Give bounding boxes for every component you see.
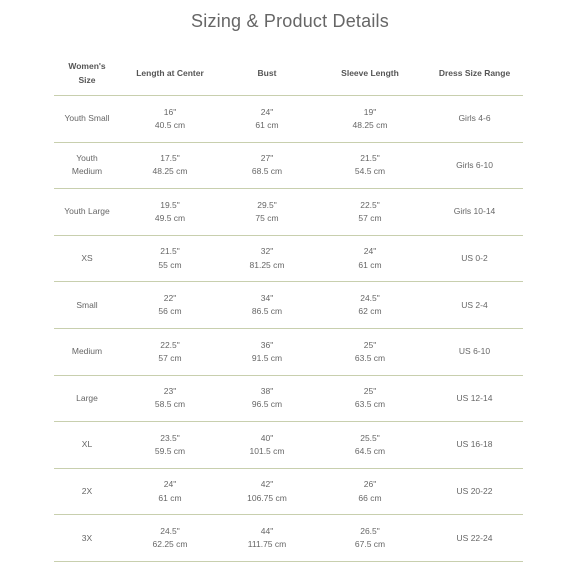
- range-cell-value: US 0-2: [461, 252, 488, 263]
- bust-cell-value: 29.5": [257, 199, 277, 210]
- length-cell-value: 22.5": [160, 339, 180, 350]
- bust-cell: [220, 376, 314, 422]
- bust-cell-value: 42": [260, 479, 274, 490]
- length-cell-value: 23.5": [160, 432, 180, 443]
- sleeve-cell-value: 57 cm: [358, 212, 382, 223]
- length-cell: [120, 236, 220, 282]
- bust-cell-value: 81.25 cm: [249, 259, 285, 270]
- bust-cell-value: 91.5 cm: [251, 352, 283, 363]
- length-cell-value: 23": [163, 386, 177, 397]
- range-cell: [426, 376, 523, 422]
- size-cell-value: Youth Medium: [71, 153, 103, 177]
- sleeve-cell-value: 66 cm: [358, 492, 382, 503]
- length-cell-value: 55 cm: [158, 259, 182, 270]
- table-row: [54, 282, 523, 328]
- length-cell-value: 59.5 cm: [154, 445, 186, 456]
- size-cell: [54, 422, 120, 468]
- table-row: [54, 422, 523, 468]
- sleeve-cell: [314, 422, 426, 468]
- table-row: [54, 96, 523, 142]
- table-row: [54, 143, 523, 189]
- sleeve-cell-value: 26.5": [360, 525, 380, 536]
- sleeve-cell-value: 19": [363, 106, 377, 117]
- bust-cell-value: 61 cm: [255, 119, 279, 130]
- sleeve-cell: [314, 376, 426, 422]
- table-row: [54, 515, 523, 561]
- size-cell-value: Medium: [71, 346, 103, 357]
- size-cell-value: 2X: [81, 485, 93, 496]
- header-sleeve-length: Sleeve Length: [341, 67, 399, 78]
- bust-cell: [220, 236, 314, 282]
- sleeve-cell: [314, 236, 426, 282]
- sleeve-cell-value: 22.5": [360, 199, 380, 210]
- size-cell: [54, 189, 120, 235]
- header-dress-size-range: Dress Size Range: [438, 67, 511, 78]
- length-cell: [120, 422, 220, 468]
- range-cell: [426, 96, 523, 142]
- size-cell: [54, 515, 120, 561]
- length-cell: [120, 469, 220, 515]
- length-cell-value: 57 cm: [158, 352, 182, 363]
- size-cell-value: Large: [76, 392, 98, 403]
- length-cell-value: 49.5 cm: [154, 212, 186, 223]
- bust-cell-value: 32": [260, 246, 274, 257]
- bust-cell-value: 24": [260, 106, 274, 117]
- table-body: [54, 96, 523, 562]
- sleeve-cell: [314, 329, 426, 375]
- size-cell: [54, 469, 120, 515]
- size-cell-value: XL: [81, 439, 93, 450]
- sleeve-cell: [314, 189, 426, 235]
- size-cell: [54, 143, 120, 189]
- bust-cell: [220, 422, 314, 468]
- range-cell-value: US 20-22: [456, 485, 493, 496]
- length-cell-value: 16": [163, 106, 177, 117]
- sleeve-cell-value: 25": [363, 339, 377, 350]
- table-row: [54, 189, 523, 235]
- range-cell-value: US 12-14: [456, 392, 493, 403]
- table-header-row: [54, 52, 523, 95]
- table-row: [54, 329, 523, 375]
- length-cell-value: 56 cm: [158, 306, 182, 317]
- range-cell: [426, 469, 523, 515]
- sleeve-cell-value: 64.5 cm: [354, 445, 386, 456]
- bust-cell-value: 86.5 cm: [251, 306, 283, 317]
- bust-cell-value: 96.5 cm: [251, 399, 283, 410]
- range-cell-value: Girls 6-10: [456, 159, 493, 170]
- range-cell: [426, 282, 523, 328]
- length-cell: [120, 143, 220, 189]
- bust-cell: [220, 282, 314, 328]
- size-cell-value: XS: [81, 252, 93, 263]
- bust-cell-value: 38": [260, 386, 274, 397]
- length-cell-value: 61 cm: [158, 492, 182, 503]
- length-cell-value: 48.25 cm: [152, 166, 188, 177]
- sleeve-cell: [314, 515, 426, 561]
- sleeve-cell-value: 63.5 cm: [354, 399, 386, 410]
- range-cell-value: Girls 4-6: [458, 113, 491, 124]
- range-cell-value: US 22-24: [456, 532, 493, 543]
- length-cell: [120, 282, 220, 328]
- sleeve-cell-value: 61 cm: [358, 259, 382, 270]
- sleeve-cell-value: 48.25 cm: [352, 119, 388, 130]
- size-cell-value: Youth Small: [64, 113, 110, 124]
- range-cell-value: US 16-18: [456, 439, 493, 450]
- range-cell-value: US 2-4: [461, 299, 488, 310]
- sleeve-cell-value: 25.5": [360, 432, 380, 443]
- bust-cell-value: 44": [260, 525, 274, 536]
- table-row: [54, 376, 523, 422]
- size-cell: [54, 236, 120, 282]
- sleeve-cell: [314, 96, 426, 142]
- sleeve-cell: [314, 282, 426, 328]
- size-chart-table: [54, 52, 523, 562]
- length-cell: [120, 189, 220, 235]
- range-cell: [426, 515, 523, 561]
- bust-cell: [220, 515, 314, 561]
- length-cell: [120, 329, 220, 375]
- range-cell: [426, 422, 523, 468]
- length-cell-value: 62.25 cm: [152, 539, 188, 550]
- size-cell-value: Youth Large: [64, 206, 110, 217]
- length-cell-value: 58.5 cm: [154, 399, 186, 410]
- range-cell-value: US 6-10: [458, 346, 491, 357]
- page-title: Sizing & Product Details: [191, 11, 389, 31]
- header-length-at-center: Length at Center: [136, 67, 204, 78]
- range-cell: [426, 236, 523, 282]
- bust-cell: [220, 469, 314, 515]
- bust-cell-value: 101.5 cm: [249, 445, 285, 456]
- length-cell: [120, 96, 220, 142]
- bust-cell-value: 27": [260, 153, 274, 164]
- length-cell: [120, 376, 220, 422]
- length-cell-value: 40.5 cm: [154, 119, 186, 130]
- bust-cell-value: 40": [260, 432, 274, 443]
- sleeve-cell-value: 24": [363, 246, 377, 257]
- bust-cell-value: 36": [260, 339, 274, 350]
- bust-cell-value: 75 cm: [255, 212, 279, 223]
- sleeve-cell-value: 63.5 cm: [354, 352, 386, 363]
- bust-cell-value: 111.75 cm: [247, 539, 287, 550]
- length-cell-value: 22": [163, 293, 177, 303]
- length-cell-value: 24": [163, 479, 177, 490]
- sleeve-cell-value: 62 cm: [358, 306, 382, 317]
- sleeve-cell-value: 67.5 cm: [354, 539, 386, 550]
- length-cell-value: 21.5": [160, 246, 180, 257]
- bust-cell: [220, 143, 314, 189]
- bust-cell-value: 106.75 cm: [247, 492, 287, 503]
- range-cell: [426, 143, 523, 189]
- sleeve-cell-value: 21.5": [360, 153, 380, 164]
- length-cell-value: 24.5": [160, 525, 180, 536]
- table-row: [54, 236, 523, 282]
- sleeve-cell: [314, 469, 426, 515]
- length-cell-value: 17.5": [160, 153, 180, 164]
- table-row: [54, 469, 523, 515]
- bust-cell-value: 68.5 cm: [251, 166, 283, 177]
- length-cell: [120, 515, 220, 561]
- sleeve-cell-value: 54.5 cm: [354, 166, 386, 177]
- range-cell: [426, 189, 523, 235]
- size-cell-value: Small: [76, 299, 98, 310]
- bust-cell: [220, 329, 314, 375]
- bust-cell-value: 34": [260, 293, 274, 303]
- size-cell: [54, 282, 120, 328]
- bust-cell: [220, 96, 314, 142]
- sleeve-cell-value: 24.5": [360, 293, 380, 303]
- sleeve-cell-value: 25": [363, 386, 377, 397]
- length-cell-value: 19.5": [160, 199, 180, 210]
- table-divider: [54, 561, 523, 562]
- bust-cell: [220, 189, 314, 235]
- sleeve-cell-value: 26": [363, 479, 377, 490]
- size-cell: [54, 376, 120, 422]
- size-cell: [54, 329, 120, 375]
- sleeve-cell: [314, 143, 426, 189]
- header-bust: Bust: [257, 67, 277, 78]
- range-cell-value: Girls 10-14: [453, 206, 496, 217]
- size-cell-value: 3X: [81, 532, 93, 543]
- range-cell: [426, 329, 523, 375]
- header-womens-size: Women's Size: [68, 61, 106, 85]
- size-cell: [54, 96, 120, 142]
